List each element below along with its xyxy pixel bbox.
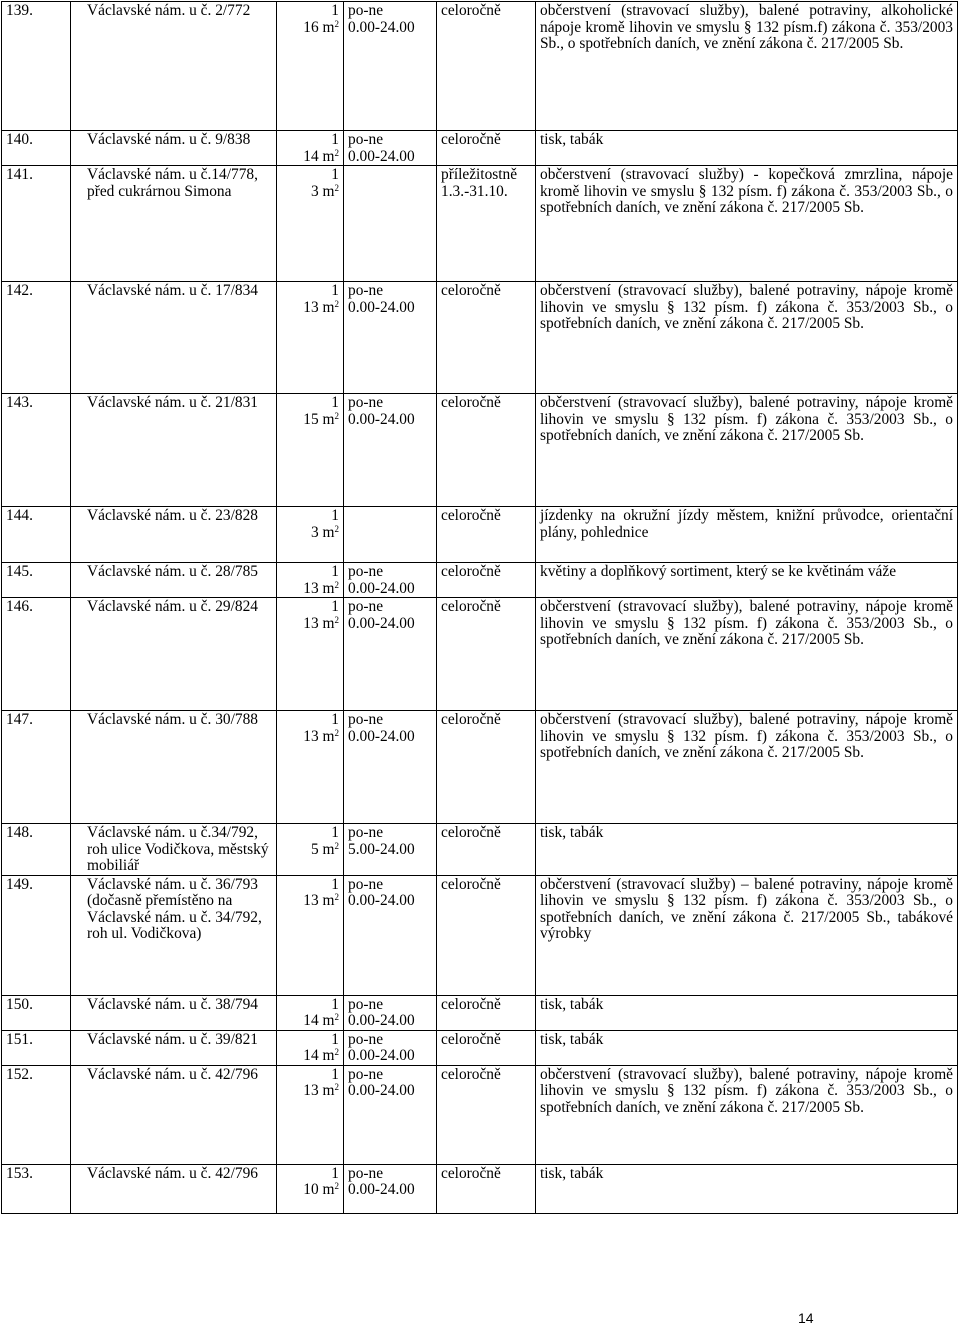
row-area-unit-exponent: 2	[334, 18, 339, 29]
row-days: po-ne	[348, 1030, 384, 1048]
table-body	[2, 2, 958, 1214]
row-period	[437, 166, 536, 282]
row-count-area	[277, 507, 344, 563]
row-hours: 0.00-24.00	[348, 1012, 415, 1029]
row-count-area	[277, 711, 344, 824]
row-description: tisk, tabák	[536, 1164, 958, 1213]
row-days: po-ne	[348, 282, 384, 299]
row-count: 1	[331, 824, 339, 841]
row-description: občerstvení (stravovací služby), balené potraviny, nápoje kromě lihovin ve smyslu § 132 písm. f) zákona č. 353/2003 Sb., o spotřebních daních, ve znění zákona č. 217/2005 Sb.	[536, 598, 958, 711]
stands-table	[1, 1, 958, 1214]
row-period	[437, 824, 536, 876]
table-row	[2, 711, 958, 824]
row-days: po-ne	[348, 2, 384, 19]
row-area	[281, 412, 339, 429]
row-days: po-ne	[348, 1164, 384, 1182]
row-area-unit-exponent: 2	[334, 840, 339, 851]
row-count: 1	[331, 1030, 339, 1048]
row-count: 1	[331, 1065, 339, 1083]
row-period	[437, 507, 536, 563]
row-count: 1	[331, 282, 339, 299]
row-opening-time	[344, 282, 437, 394]
row-area-unit-exponent: 2	[334, 614, 339, 625]
row-count: 1	[331, 166, 339, 183]
row-count-area	[277, 394, 344, 507]
row-period-label: celoročně	[441, 282, 501, 299]
table-row	[2, 995, 958, 1030]
row-address: Václavské nám. u č. 29/824	[71, 598, 277, 711]
row-count: 1	[331, 711, 339, 728]
row-area-value: 3 m	[310, 523, 335, 541]
row-period-label: celoročně	[441, 563, 501, 580]
row-period-label: příležitostně	[441, 166, 518, 183]
row-address: Václavské nám. u č. 23/828	[71, 507, 277, 563]
row-area-value: 13 m	[303, 579, 335, 597]
row-period	[437, 394, 536, 507]
row-count: 1	[331, 563, 339, 580]
row-opening-time	[344, 1164, 437, 1213]
row-area	[281, 1083, 339, 1100]
row-period-label: celoročně	[441, 1030, 501, 1048]
row-description: tisk, tabák	[536, 824, 958, 876]
table-row	[2, 875, 958, 995]
row-description: květiny a doplňkový sortiment, který se ke květinám váže	[536, 563, 958, 598]
row-description: tisk, tabák	[536, 995, 958, 1030]
row-area	[281, 300, 339, 317]
row-area	[281, 525, 339, 542]
row-period-label: celoročně	[441, 394, 501, 411]
row-count: 1	[331, 875, 339, 893]
row-count-area	[277, 1164, 344, 1213]
table-row	[2, 1164, 958, 1213]
row-days: po-ne	[348, 598, 384, 615]
row-area-unit-exponent: 2	[334, 410, 339, 421]
row-number: 150.	[2, 995, 71, 1030]
row-count-area	[277, 1065, 344, 1164]
row-area-unit-exponent: 2	[334, 298, 339, 309]
row-hours: 0.00-24.00	[348, 1082, 415, 1099]
row-area-value: 14 m	[303, 1047, 335, 1064]
table-row	[2, 2, 958, 131]
row-hours: 0.00-24.00	[348, 1181, 415, 1198]
row-count: 1	[331, 598, 339, 615]
row-address: Václavské nám. u č. 21/831	[71, 394, 277, 507]
row-count-area	[277, 2, 344, 131]
row-area-value: 5 m	[310, 840, 335, 858]
row-address: Václavské nám. u č.34/792, roh ulice Vodičkova, městský mobiliář	[71, 824, 277, 876]
row-area-unit-exponent: 2	[334, 1047, 339, 1057]
row-area-value: 10 m	[303, 1181, 335, 1198]
row-opening-time	[344, 1065, 437, 1164]
row-opening-time	[344, 875, 437, 995]
row-area-value: 3 m	[310, 182, 335, 200]
row-number: 139.	[2, 2, 71, 131]
row-count: 1	[331, 507, 339, 524]
row-hours: 0.00-24.00	[348, 18, 415, 36]
table-row	[2, 394, 958, 507]
row-area	[281, 842, 339, 859]
table-row	[2, 598, 958, 711]
row-address: Václavské nám. u č. 42/796	[71, 1065, 277, 1164]
row-area	[281, 184, 339, 201]
row-address: Václavské nám. u č. 39/821	[71, 1030, 277, 1065]
row-number: 141.	[2, 166, 71, 282]
row-period-label: celoročně	[441, 131, 501, 148]
row-area-unit-exponent: 2	[334, 523, 339, 534]
row-opening-time	[344, 824, 437, 876]
row-area-unit-exponent: 2	[334, 579, 339, 590]
row-period-label: celoročně	[441, 1065, 501, 1083]
row-period	[437, 2, 536, 131]
row-area-unit-exponent: 2	[334, 1082, 339, 1092]
row-period	[437, 995, 536, 1030]
row-period	[437, 563, 536, 598]
row-count: 1	[331, 1164, 339, 1182]
row-area	[281, 581, 339, 598]
row-hours: 0.00-24.00	[348, 892, 415, 909]
row-count-area	[277, 563, 344, 598]
row-hours: 0.00-24.00	[348, 727, 415, 745]
row-address: Václavské nám. u č. 17/834	[71, 282, 277, 394]
row-period-label: celoročně	[441, 711, 501, 728]
row-address: Václavské nám. u č. 30/788	[71, 711, 277, 824]
row-description: občerstvení (stravovací služby), balené potraviny, alkoholické nápoje kromě lihovin ve smyslu § 132 písm.f) zákona č. 353/2003 Sb., o spotřebních daních, ve znění zákona č. 217/2005 Sb.	[536, 2, 958, 131]
row-area-unit-exponent: 2	[334, 147, 339, 158]
page-number: 14	[798, 1310, 814, 1326]
row-count-area	[277, 166, 344, 282]
row-area-value: 13 m	[303, 1082, 335, 1099]
row-address: Václavské nám. u č. 28/785	[71, 563, 277, 598]
row-number: 145.	[2, 563, 71, 598]
row-address: Václavské nám. u č. 2/772	[71, 2, 277, 131]
row-description: jízdenky na okružní jízdy městem, knižní průvodce, orientační plány, pohlednice	[536, 507, 958, 563]
row-opening-time	[344, 394, 437, 507]
row-address: Václavské nám. u č. 38/794	[71, 995, 277, 1030]
row-hours: 0.00-24.00	[348, 614, 415, 632]
row-area-unit-exponent: 2	[334, 1181, 339, 1191]
row-area-value: 13 m	[303, 892, 335, 909]
row-count-area	[277, 824, 344, 876]
row-period	[437, 598, 536, 711]
row-days: po-ne	[348, 824, 384, 841]
row-hours: 0.00-24.00	[348, 1047, 415, 1064]
row-number: 142.	[2, 282, 71, 394]
row-period-label: celoročně	[441, 1164, 501, 1182]
row-opening-time	[344, 711, 437, 824]
row-area	[281, 893, 339, 910]
row-days: po-ne	[348, 394, 384, 411]
row-area-value: 14 m	[303, 147, 335, 165]
row-hours: 5.00-24.00	[348, 840, 415, 858]
row-count-area	[277, 282, 344, 394]
row-number: 148.	[2, 824, 71, 876]
row-description: tisk, tabák	[536, 131, 958, 166]
row-area	[281, 20, 339, 37]
row-address: Václavské nám. u č. 36/793 (dočasně přemístěno na Václavské nám. u č. 34/792, roh ul. Vodičkova)	[71, 875, 277, 995]
row-opening-time	[344, 1030, 437, 1065]
row-days: po-ne	[348, 1065, 384, 1083]
row-opening-time	[344, 507, 437, 563]
table-row	[2, 824, 958, 876]
row-area-value: 13 m	[303, 614, 335, 632]
row-area-unit-exponent: 2	[334, 182, 339, 193]
row-period	[437, 282, 536, 394]
row-area-unit-exponent: 2	[334, 1012, 339, 1022]
row-number: 149.	[2, 875, 71, 995]
row-area	[281, 1013, 339, 1030]
row-address: Václavské nám. u č. 9/838	[71, 131, 277, 166]
row-count: 1	[331, 2, 339, 19]
row-days: po-ne	[348, 711, 384, 728]
row-number: 152.	[2, 1065, 71, 1164]
row-period-label: celoročně	[441, 598, 501, 615]
row-period-label: celoročně	[441, 2, 501, 19]
row-area-value: 16 m	[303, 18, 335, 36]
row-period-label: celoročně	[441, 507, 501, 524]
row-days: po-ne	[348, 995, 384, 1013]
row-count: 1	[331, 394, 339, 411]
row-count: 1	[331, 131, 339, 148]
row-period-label: celoročně	[441, 824, 501, 841]
row-description: občerstvení (stravovací služby) - kopečková zmrzlina, nápoje kromě lihovin ve smyslu § 132 písm. f) zákona č. 353/2003 Sb., o spotřebních daních, ve znění zákona č. 217/2005 Sb.	[536, 166, 958, 282]
row-number: 151.	[2, 1030, 71, 1065]
row-opening-time	[344, 166, 437, 282]
row-opening-time	[344, 598, 437, 711]
row-count-area	[277, 131, 344, 166]
row-description: občerstvení (stravovací služby) – balené potraviny, nápoje kromě lihovin ve smyslu § 132 písm. f) zákona č. 353/2003 Sb., o spotřebních daních, ve znění zákona č. 217/2005 Sb., tabákové výrobky	[536, 875, 958, 995]
row-count-area	[277, 1030, 344, 1065]
row-number: 146.	[2, 598, 71, 711]
row-period	[437, 131, 536, 166]
row-number: 143.	[2, 394, 71, 507]
row-area	[281, 1182, 339, 1199]
row-number: 144.	[2, 507, 71, 563]
row-period-range: 1.3.-31.10.	[441, 182, 508, 200]
row-hours: 0.00-24.00	[348, 147, 415, 165]
row-description: občerstvení (stravovací služby), balené potraviny, nápoje kromě lihovin ve smyslu § 132 písm. f) zákona č. 353/2003 Sb., o spotřebních daních, ve znění zákona č. 217/2005 Sb.	[536, 711, 958, 824]
row-area	[281, 616, 339, 633]
table-row	[2, 1030, 958, 1065]
row-period	[437, 1164, 536, 1213]
table-row	[2, 1065, 958, 1164]
row-opening-time	[344, 2, 437, 131]
row-area-unit-exponent: 2	[334, 892, 339, 902]
row-period-label: celoročně	[441, 995, 501, 1013]
row-period	[437, 1030, 536, 1065]
row-area-unit-exponent: 2	[334, 727, 339, 738]
row-period	[437, 711, 536, 824]
table-row	[2, 282, 958, 394]
row-count-area	[277, 995, 344, 1030]
row-description: občerstvení (stravovací služby), balené potraviny, nápoje kromě lihovin ve smyslu § 132 písm. f) zákona č. 353/2003 Sb., o spotřebních daních, ve znění zákona č. 217/2005 Sb.	[536, 282, 958, 394]
table-row	[2, 563, 958, 598]
row-period	[437, 875, 536, 995]
row-period-label: celoročně	[441, 875, 501, 893]
row-address: Václavské nám. u č. 42/796	[71, 1164, 277, 1213]
row-hours: 0.00-24.00	[348, 298, 415, 316]
row-number: 147.	[2, 711, 71, 824]
row-description: občerstvení (stravovací služby), balené potraviny, nápoje kromě lihovin ve smyslu § 132 písm. f) zákona č. 353/2003 Sb., o spotřebních daních, ve znění zákona č. 217/2005 Sb.	[536, 1065, 958, 1164]
row-area	[281, 149, 339, 166]
row-area-value: 13 m	[303, 727, 335, 745]
row-count-area	[277, 598, 344, 711]
row-number: 153.	[2, 1164, 71, 1213]
row-area-value: 13 m	[303, 298, 335, 316]
table-row	[2, 166, 958, 282]
row-days: po-ne	[348, 131, 384, 148]
row-period	[437, 1065, 536, 1164]
row-days: po-ne	[348, 563, 384, 580]
row-area-value: 15 m	[303, 410, 335, 428]
table-row	[2, 507, 958, 563]
row-area	[281, 729, 339, 746]
row-opening-time	[344, 131, 437, 166]
row-description: občerstvení (stravovací služby), balené potraviny, nápoje kromě lihovin ve smyslu § 132 písm. f) zákona č. 353/2003 Sb., o spotřebních daních, ve znění zákona č. 217/2005 Sb.	[536, 394, 958, 507]
row-opening-time	[344, 563, 437, 598]
row-address: Václavské nám. u č.14/778, před cukrárnou Simona	[71, 166, 277, 282]
row-area-value: 14 m	[303, 1012, 335, 1029]
row-count: 1	[331, 995, 339, 1013]
row-count-area	[277, 875, 344, 995]
row-opening-time	[344, 995, 437, 1030]
row-hours: 0.00-24.00	[348, 410, 415, 428]
row-number: 140.	[2, 131, 71, 166]
row-description: tisk, tabák	[536, 1030, 958, 1065]
row-area	[281, 1048, 339, 1065]
table-row	[2, 131, 958, 166]
row-days: po-ne	[348, 875, 384, 893]
row-hours: 0.00-24.00	[348, 579, 415, 597]
